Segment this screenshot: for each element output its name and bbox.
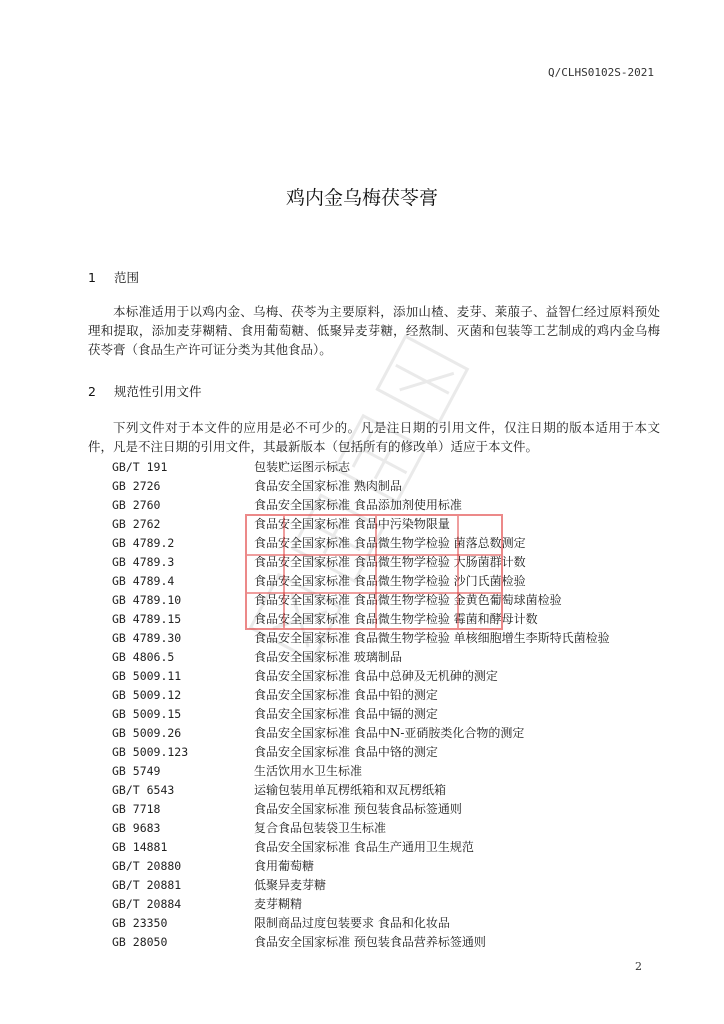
reference-row — [112, 458, 672, 477]
reference-row — [112, 724, 672, 743]
reference-code: GB 5009.123 — [112, 745, 189, 759]
reference-code: GB 4789.10 — [112, 593, 182, 607]
reference-title: 食品安全国家标准 食品中铅的测定 — [254, 688, 438, 702]
reference-row — [112, 857, 672, 876]
reference-row — [112, 667, 672, 686]
reference-code: GB 9683 — [112, 821, 161, 835]
reference-code: GB 2726 — [112, 479, 161, 493]
reference-row — [112, 553, 672, 572]
reference-title: 食品安全国家标准 熟肉制品 — [254, 479, 402, 493]
reference-row — [112, 743, 672, 762]
reference-code: GB 4789.4 — [112, 574, 175, 588]
reference-code: GB 14881 — [112, 840, 168, 854]
reference-row — [112, 686, 672, 705]
reference-title: 生活饮用水卫生标准 — [254, 764, 363, 778]
reference-title: 低聚异麦芽糖 — [254, 878, 327, 892]
reference-title: 麦芽糊精 — [254, 897, 303, 911]
section-2-paragraph: 下列文件对于本文件的应用是必不可少的。凡是注日期的引用文件，仅注日期的版本适用于本文件，凡是不注日期的引用文件，其最新版本（包括所有的修改单）适应于本文件。 — [88, 420, 660, 454]
reference-title: 食品安全国家标准 食品微生物学检验 大肠菌群计数 — [254, 555, 526, 569]
reference-title: 食品安全国家标准 食品微生物学检验 霉菌和酵母计数 — [254, 612, 538, 626]
reference-row — [112, 914, 672, 933]
reference-title: 食品安全国家标准 食品添加剂使用标准 — [254, 498, 462, 512]
reference-code: GB/T 20880 — [112, 859, 182, 873]
reference-row — [112, 515, 672, 534]
reference-row — [112, 705, 672, 724]
reference-code: GB 4789.30 — [112, 631, 182, 645]
reference-code: GB/T 191 — [112, 460, 168, 474]
reference-title: 复合食品包装袋卫生标准 — [254, 821, 387, 835]
reference-code: GB 5009.12 — [112, 688, 182, 702]
reference-title: 食品安全国家标准 食品中N-亚硝胺类化合物的测定 — [254, 726, 525, 740]
reference-code: GB 4789.15 — [112, 612, 182, 626]
section-1-title: 范围 — [113, 270, 139, 285]
reference-code: GB 7718 — [112, 802, 161, 816]
reference-code: GB 28050 — [112, 935, 168, 949]
reference-title: 食品安全国家标准 食品微生物学检验 沙门氏菌检验 — [254, 574, 526, 588]
reference-row — [112, 591, 672, 610]
reference-title: 食用葡萄糖 — [254, 859, 315, 873]
reference-title: 食品安全国家标准 食品中污染物限量 — [254, 517, 450, 531]
reference-code: GB 5009.26 — [112, 726, 182, 740]
reference-row — [112, 838, 672, 857]
section-2-title: 规范性引用文件 — [113, 384, 202, 399]
reference-row — [112, 933, 672, 952]
reference-row — [112, 496, 672, 515]
reference-code: GB 4789.3 — [112, 555, 175, 569]
section-1-paragraph: 本标准适用于以鸡内金、乌梅、茯苓为主要原料，添加山楂、麦芽、莱菔子、益智仁经过原料预处理和提取，添加麦芽糊精、食用葡萄糖、低聚异麦芽糖，经熬制、灭菌和包装等工艺制成的鸡内金乌梅茯苓膏（食品生产许可证分类为其他食品）。 — [88, 304, 660, 357]
section-1-heading — [88, 268, 139, 286]
reference-row — [112, 534, 672, 553]
section-2-heading — [88, 382, 202, 400]
reference-row — [112, 572, 672, 591]
reference-title: 食品安全国家标准 食品中铬的测定 — [254, 745, 438, 759]
reference-code: GB/T 20881 — [112, 878, 182, 892]
reference-row — [112, 895, 672, 914]
reference-title: 食品安全国家标准 预包装食品营养标签通则 — [254, 935, 486, 949]
reference-row — [112, 876, 672, 895]
reference-row — [112, 762, 672, 781]
reference-code: GB 5749 — [112, 764, 161, 778]
reference-code: GB 2762 — [112, 517, 161, 531]
document-code: Q/CLHS0102S-2021 — [548, 66, 654, 79]
reference-title: 食品安全国家标准 食品微生物学检验 菌落总数测定 — [254, 536, 526, 550]
reference-code: GB/T 6543 — [112, 783, 175, 797]
reference-title: 食品安全国家标准 食品生产通用卫生规范 — [254, 840, 474, 854]
reference-row — [112, 477, 672, 496]
reference-row — [112, 781, 672, 800]
reference-title: 食品安全国家标准 食品微生物学检验 金黄色葡萄球菌检验 — [254, 593, 562, 607]
reference-title: 运输包装用单瓦楞纸箱和双瓦楞纸箱 — [254, 783, 447, 797]
reference-code: GB 5009.11 — [112, 669, 182, 683]
document-title: 鸡内金乌梅茯苓膏 — [285, 187, 438, 209]
reference-title: 包装贮运图示标志 — [254, 460, 351, 474]
page-number: 2 — [635, 960, 642, 973]
section-2-number: 2 — [88, 384, 96, 399]
reference-code: GB/T 20884 — [112, 897, 182, 911]
reference-list — [112, 458, 672, 952]
reference-row — [112, 819, 672, 838]
reference-title: 食品安全国家标准 食品中总砷及无机砷的测定 — [254, 669, 498, 683]
reference-row — [112, 629, 672, 648]
reference-code: GB 2760 — [112, 498, 161, 512]
reference-title: 食品安全国家标准 预包装食品标签通则 — [254, 802, 462, 816]
reference-row — [112, 610, 672, 629]
reference-row — [112, 648, 672, 667]
reference-code: GB 4789.2 — [112, 536, 175, 550]
reference-title: 食品安全国家标准 食品中镉的测定 — [254, 707, 438, 721]
reference-title: 食品安全国家标准 食品微生物学检验 单核细胞增生李斯特氏菌检验 — [254, 631, 610, 645]
reference-title: 限制商品过度包装要求 食品和化妆品 — [254, 916, 450, 930]
reference-row — [112, 800, 672, 819]
reference-code: GB 5009.15 — [112, 707, 182, 721]
section-1-number: 1 — [88, 270, 96, 285]
reference-code: GB 4806.5 — [112, 650, 175, 664]
reference-title: 食品安全国家标准 玻璃制品 — [254, 650, 402, 664]
reference-code: GB 23350 — [112, 916, 168, 930]
